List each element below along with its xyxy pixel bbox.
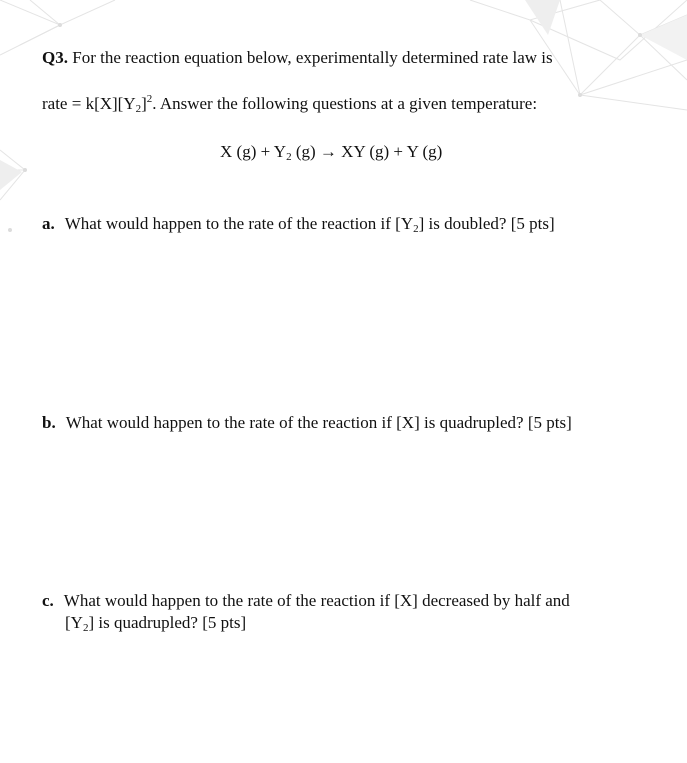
rate-law-line bbox=[42, 94, 537, 114]
rate-law-bracket: ] bbox=[141, 94, 147, 113]
part-c-question bbox=[42, 591, 570, 611]
part-c-continuation bbox=[65, 613, 246, 633]
rate-law-prefix: rate = k[X][Y bbox=[42, 94, 136, 113]
part-c-letter: c. bbox=[42, 591, 54, 610]
part-c-cont-pre: [Y bbox=[65, 613, 83, 632]
part-c-cont-post: ] is quadrupled? [5 pts] bbox=[88, 613, 247, 632]
part-c-subscript: 2 bbox=[82, 622, 89, 634]
part-b-question bbox=[42, 413, 572, 433]
part-a-text-end: ] is doubled? [5 pts] bbox=[418, 214, 555, 233]
part-a-text: What would happen to the rate of the reaction if [Y bbox=[64, 214, 414, 233]
rate-law-exponent: 2 bbox=[146, 93, 153, 105]
equation-products: (g) → XY (g) + Y (g) bbox=[291, 142, 443, 161]
reaction-equation bbox=[220, 142, 442, 162]
part-a-question bbox=[42, 214, 555, 234]
part-c-text: What would happen to the rate of the reaction if [X] decreased by half and bbox=[63, 591, 570, 610]
equation-reactants: X (g) + Y bbox=[220, 142, 287, 161]
equation-subscript: 2 bbox=[286, 151, 292, 163]
part-a-subscript: 2 bbox=[413, 223, 419, 235]
question-intro bbox=[42, 48, 553, 68]
question-intro-text: For the reaction equation below, experimentally determined rate law is bbox=[72, 48, 553, 67]
part-b-letter: b. bbox=[42, 413, 56, 432]
rate-law-suffix: . Answer the following questions at a given temperature: bbox=[152, 94, 538, 113]
rate-law-subscript: 2 bbox=[135, 103, 142, 115]
part-b-text: What would happen to the rate of the reaction if [X] is quadrupled? [5 pts] bbox=[65, 413, 572, 432]
part-a-letter: a. bbox=[42, 214, 55, 233]
question-number: Q3. bbox=[42, 48, 68, 67]
